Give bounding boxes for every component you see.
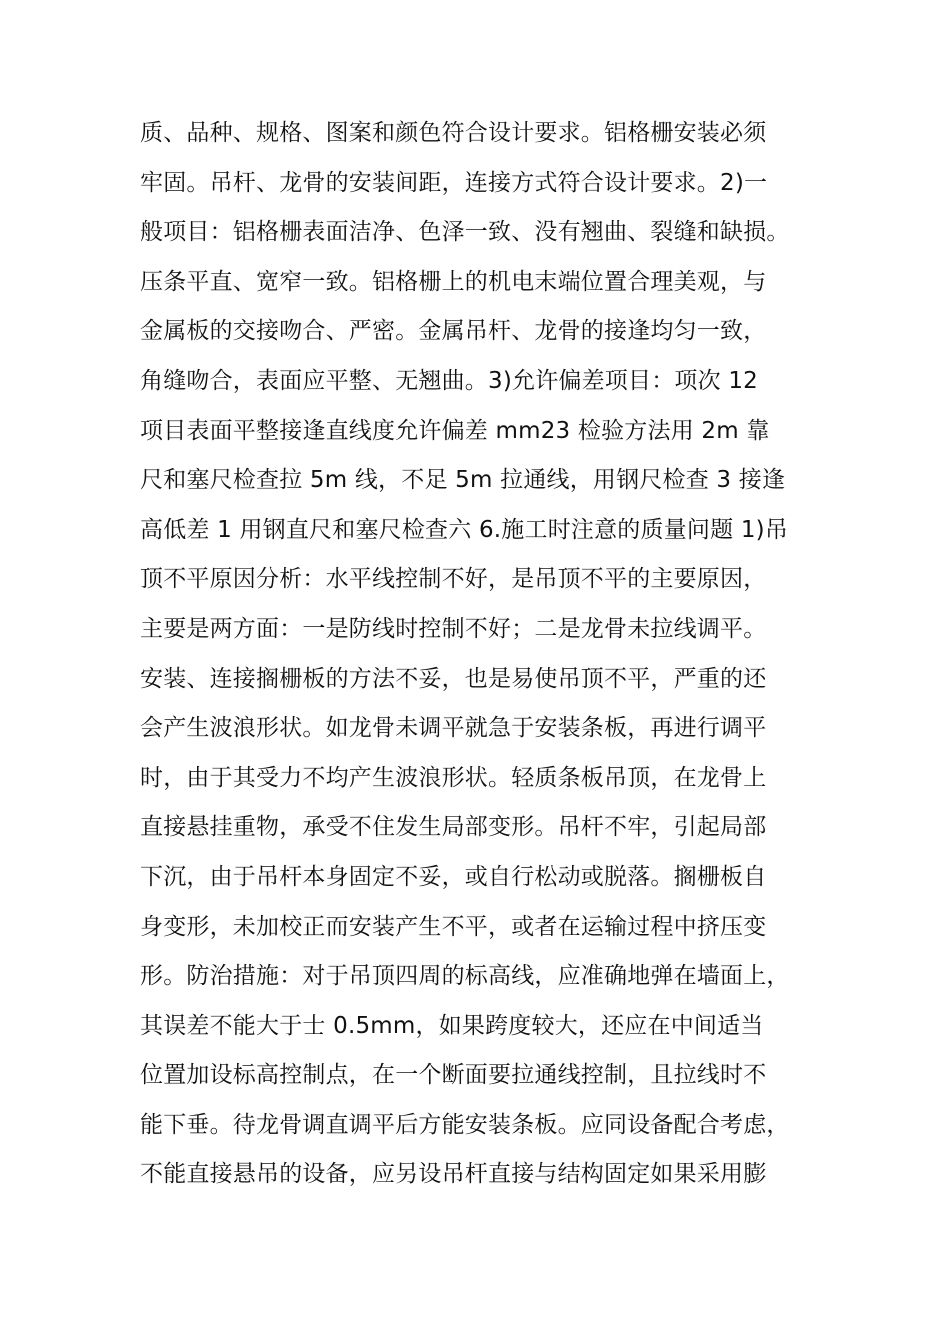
text-line: 角缝吻合，表面应平整、无翘曲。3)允许偏差项目：项次 12 (140, 367, 758, 394)
text-line: 直接悬挂重物，承受不住发生局部变形。吊杆不牢，引起局部 (140, 814, 767, 841)
text-line: 不能直接悬吊的设备，应另设吊杆直接与结构固定如果采用膨 (140, 1161, 767, 1188)
text-line: 下沉，由于吊杆本身固定不妥，或自行松动或脱落。搁栅板自 (140, 863, 767, 890)
text-line: 能下垂。待龙骨调直调平后方能安装条板。应同设备配合考虑， (140, 1111, 790, 1138)
text-line: 压条平直、宽窄一致。铝格栅上的机电末端位置合理美观，与 (140, 268, 767, 295)
text-line: 顶不平原因分析：水平线控制不好，是吊顶不平的主要原因， (140, 566, 767, 593)
text-line: 主要是两方面：一是防线时控制不好；二是龙骨未拉线调平。 (140, 615, 767, 642)
text-line: 项目表面平整接逢直线度允许偏差 mm23 检验方法用 2m 靠 (140, 417, 770, 444)
text-line: 会产生波浪形状。如龙骨未调平就急于安装条板，再进行调平 (140, 715, 767, 742)
text-line: 牢固。吊杆、龙骨的安装间距，连接方式符合设计要求。2)一 (140, 169, 768, 196)
text-line: 其误差不能大于士 0.5mm，如果跨度较大，还应在中间适当 (140, 1012, 764, 1039)
body-text (140, 109, 820, 1200)
text-line: 高低差 1 用钢直尺和塞尺检查六 6.施工时注意的质量问题 1)吊 (140, 516, 789, 543)
text-line: 位置加设标高控制点，在一个断面要拉通线控制，且拉线时不 (140, 1062, 767, 1089)
text-line: 身变形，未加校正而安装产生不平，或者在运输过程中挤压变 (140, 913, 767, 940)
text-line: 质、品种、规格、图案和颜色符合设计要求。铝格栅安装必须 (140, 120, 767, 146)
text-line: 时，由于其受力不均产生波浪形状。轻质条板吊顶，在龙骨上 (140, 764, 767, 791)
text-line: 金属板的交接吻合、严密。金属吊杆、龙骨的接逢均匀一致， (140, 318, 767, 345)
text-line: 尺和塞尺检查拉 5m 线，不足 5m 拉通线，用钢尺检查 3 接逢 (140, 467, 786, 494)
text-line: 形。防治措施：对于吊顶四周的标高线，应准确地弹在墙面上， (140, 963, 790, 990)
text-line: 般项目：铝格栅表面洁净、色泽一致、没有翘曲、裂缝和缺损。 (140, 219, 790, 246)
text-line: 安装、连接搁栅板的方法不妥，也是易使吊顶不平，严重的还 (140, 665, 767, 692)
